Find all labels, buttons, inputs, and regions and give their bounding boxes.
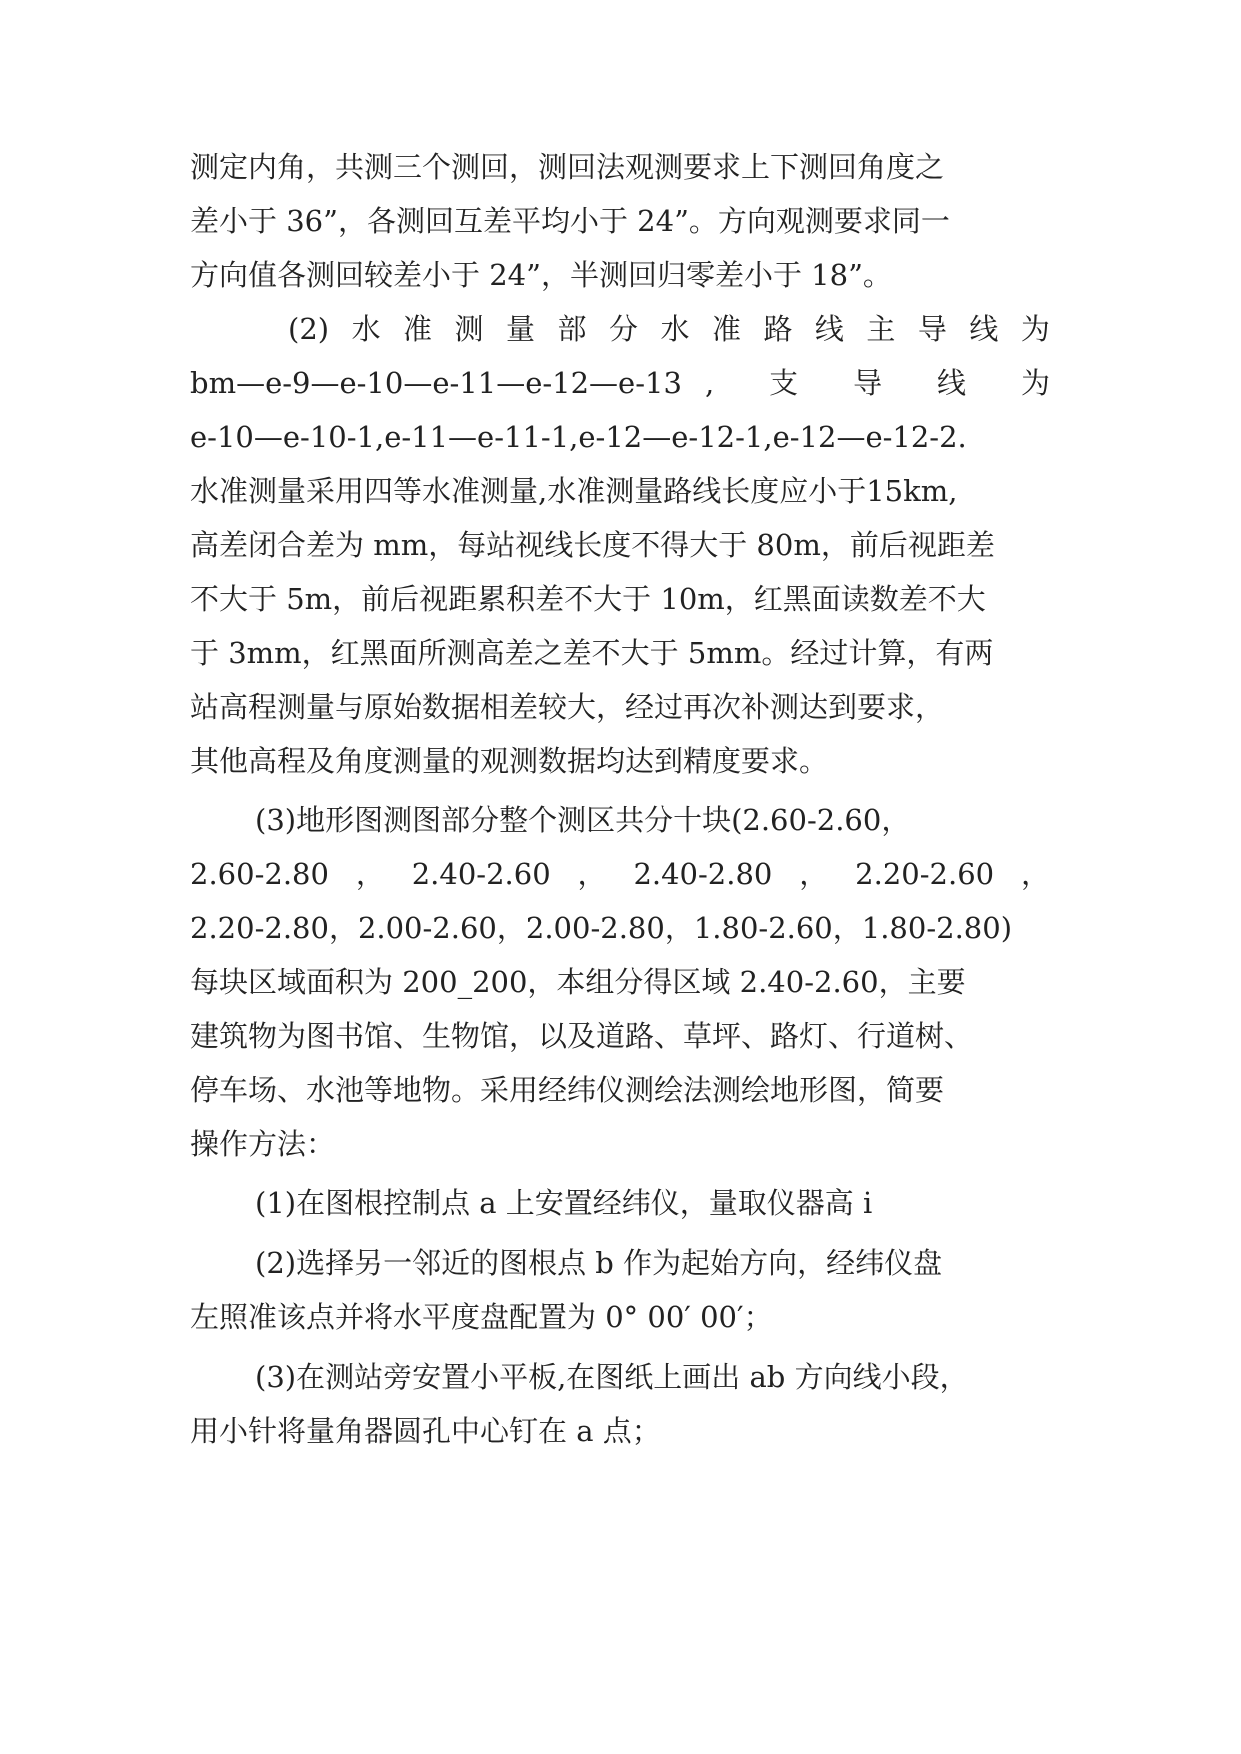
step-2-line: (2)选择另一邻近的图根点 b 作为起始方向，经纬仪盘 [255, 1246, 943, 1280]
text-line: 测定内角，共测三个测回，测回法观测要求上下测回角度之 [190, 150, 945, 184]
text-token: 水 [351, 312, 381, 346]
text-token: 导 [917, 312, 947, 346]
text-token: 线 [969, 312, 999, 346]
text-token: 导 [853, 366, 883, 400]
text-line: 左照准该点并将水平度盘配置为 0° 00′ 00′； [190, 1300, 773, 1334]
text-line: 每块区域面积为 200_200，本组分得区域 2.40-2.60，主要 [190, 965, 966, 999]
text-line: 用小针将量角器圆孔中心钉在 a 点； [190, 1414, 661, 1448]
step-3-line: (3)在测站旁安置小平板,在图纸上画出 ab 方向线小段， [255, 1360, 969, 1394]
route-main-text: bm—e-9—e-10—e-11—e-12—e-13 [190, 366, 682, 400]
route-branch-label [705, 363, 1050, 403]
text-token: 主 [866, 312, 896, 346]
text-token: , [705, 366, 715, 400]
text-token: 线 [937, 366, 967, 400]
text-token: 为 [1020, 366, 1050, 400]
text-line: 高差闭合差为 mm，每站视线长度不得大于 80m，前后视距差 [190, 528, 995, 562]
text-token: 2.40-2.60 [411, 857, 551, 891]
text-token: 准 [403, 312, 433, 346]
text-token: 2.40-2.80 [633, 857, 773, 891]
text-token: 分 [608, 312, 638, 346]
text-line: 站高程测量与原始数据相差较大，经过再次补测达到要求， [190, 690, 945, 724]
text-line: 建筑物为图书馆、生物馆，以及道路、草坪、路灯、行道树、 [190, 1019, 974, 1053]
text-token: 为 [1020, 312, 1050, 346]
text-line: e-10—e-10-1,e-11—e-11-1,e-12—e-12-1,e-12—e-12-2. [190, 420, 967, 454]
text-token: 路 [763, 312, 793, 346]
step-1-line: (1)在图根控制点 a 上安置经纬仪，量取仪器高 i [255, 1186, 873, 1220]
text-token: ， [799, 857, 829, 891]
text-line: 差小于 36”，各测回互差平均小于 24”。方向观测要求同一 [190, 204, 950, 238]
text-token: 水 [660, 312, 690, 346]
text-line: 其他高程及角度测量的观测数据均达到精度要求。 [190, 744, 829, 778]
text-token: 2.20-2.60 [855, 857, 995, 891]
text-token: 测 [454, 312, 484, 346]
text-line: 水准测量采用四等水准测量,水准测量路线长度应小于15km, [190, 474, 958, 508]
range-list-line [190, 854, 1050, 894]
text-line: (3)地形图测图部分整个测区共分十块(2.60-2.60， [255, 803, 911, 837]
text-token: 准 [711, 312, 741, 346]
text-token: 部 [557, 312, 587, 346]
text-token: ， [577, 857, 607, 891]
text-line: 操作方法： [190, 1127, 336, 1161]
text-token: 支 [769, 366, 799, 400]
text-token: 量 [506, 312, 536, 346]
text-line: 不大于 5m，前后视距累积差不大于 10m，红黑面读数差不大 [190, 582, 986, 616]
text-token: 线 [814, 312, 844, 346]
text-line: 方向值各测回较差小于 24”，半测回归零差小于 18”。 [190, 258, 892, 292]
text-line: 停车场、水池等地物。采用经纬仪测绘法测绘地形图，简要 [190, 1073, 945, 1107]
text-line: 于 3mm，红黑面所测高差之差不大于 5mm。经过计算，有两 [190, 636, 994, 670]
text-token: ， [355, 857, 385, 891]
text-token: (2) [288, 312, 330, 346]
text-token: 2.60-2.80 [190, 857, 329, 891]
route-line [190, 363, 1050, 403]
text-line: 2.20-2.80，2.00-2.60，2.00-2.80，1.80-2.60，1.80-2.80) [190, 911, 1013, 945]
paragraph-2-heading-line [288, 309, 1050, 349]
text-token: ， [1020, 857, 1050, 891]
